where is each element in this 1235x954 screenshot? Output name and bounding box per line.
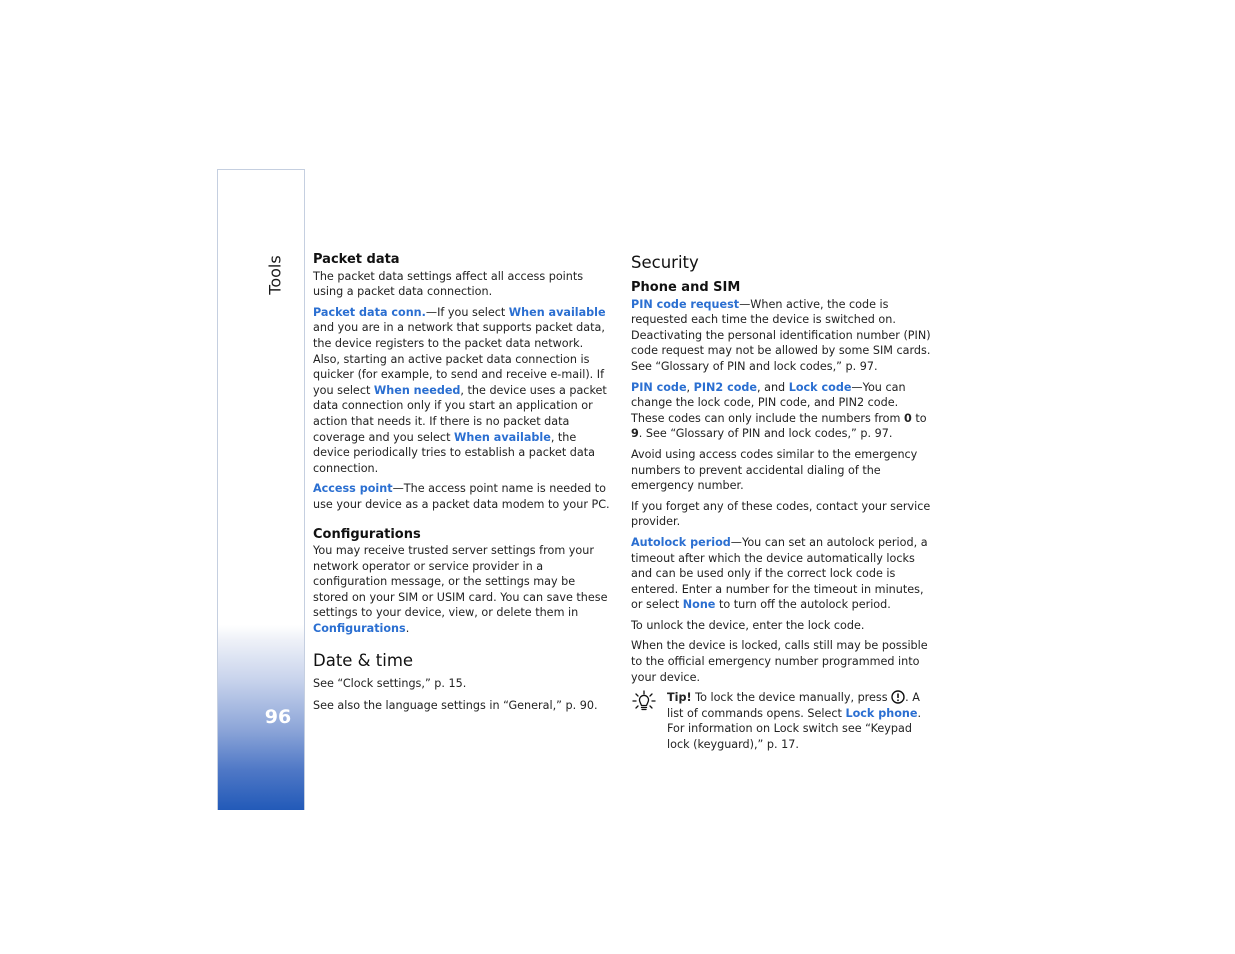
none-option: None	[682, 598, 716, 612]
tip-text: Tip! To lock the device manually, press . A list of commands opens. Select Lock phone. For information on Lock switch see “Keypad lock (keyguard),” p. 17.	[667, 691, 922, 752]
forget-codes-paragraph: If you forget any of these codes, contact your service provider.	[631, 499, 931, 529]
lock-code-term: Lock code	[788, 380, 852, 394]
unlock-paragraph: To unlock the device, enter the lock code.	[631, 618, 865, 632]
when-available-option: When available	[454, 430, 551, 444]
pin-request-paragraph: PIN code request—When active, the code is requested each time the device is switched on. Deactivating the personal identification number (PIN) code request may not be allowed by some SIM cards. See “Glossary of PIN and lock codes,” p. 97.	[631, 297, 931, 373]
left-column	[313, 252, 613, 719]
packet-data-intro: The packet data settings affect all access points using a packet data connection.	[313, 269, 584, 299]
packet-data-heading: Packet data	[313, 252, 400, 267]
phone-sim-heading: Phone and SIM	[631, 280, 741, 295]
packet-data-conn-paragraph: Packet data conn.—If you select When available and you are in a network that supports packet data, the device registers to the packet data network. Also, starting an active packet data connection is quicker (for example, to send and receive e-mail). If you select When needed, the device uses a packet data connection only if you start an application or action that needs it. If there is no packet data coverage and you select When available, the device periodically tries to establish a packet data connection.	[313, 305, 607, 475]
access-point-term: Access point	[313, 482, 393, 496]
configurations-heading: Configurations	[313, 526, 421, 542]
pin-code-request-term: PIN code request	[631, 297, 740, 311]
page-number: 96	[264, 706, 292, 728]
date-time-heading: Date & time	[313, 650, 414, 670]
when-available-option: When available	[508, 305, 606, 319]
packet-data-conn-term: Packet data conn.	[313, 305, 426, 319]
configurations-paragraph: You may receive trusted server settings from your network operator or service provider in a configuration message, or the settings may be stored on your SIM or USIM card. You can save these settings to your device, view, or delete them in Configurations.	[313, 544, 608, 636]
right-column	[631, 252, 935, 753]
configurations-option: Configurations	[313, 622, 406, 636]
codes-paragraph: PIN code, PIN2 code, and Lock code—You can change the lock code, PIN code, and PIN2 code. These codes can only include the numbers from 0 to 9. See “Glossary of PIN and lock codes,” p. 97.	[631, 380, 927, 441]
access-point-paragraph: Access point—The access point name is needed to use your device as a packet data modem to your PC.	[313, 482, 610, 511]
tip-label: Tip!	[667, 691, 692, 705]
lock-phone-option: Lock phone	[845, 706, 918, 720]
when-needed-option: When needed	[373, 383, 461, 397]
security-heading: Security	[631, 253, 699, 272]
section-label: Tools	[265, 255, 285, 295]
tip-box	[631, 690, 935, 752]
pin2-code-term: PIN2 code	[693, 380, 757, 394]
avoid-codes-paragraph: Avoid using access codes similar to the emergency numbers to prevent accidental dialing of the emergency number.	[631, 447, 918, 493]
power-key-icon	[891, 690, 905, 704]
date-time-clock-ref: See “Clock settings,” p. 15.	[313, 676, 467, 690]
date-time-language-ref: See also the language settings in “General,” p. 90.	[313, 699, 598, 713]
pin-code-term: PIN code	[631, 380, 687, 394]
lightbulb-icon	[631, 690, 657, 712]
autolock-paragraph: Autolock period—You can set an autolock period, a timeout after which the device automatically locks and can be used only if the correct lock code is entered. Enter a number for the timeout in minutes, or select None to turn off the autolock period.	[631, 535, 928, 612]
locked-calls-paragraph: When the device is locked, calls still may be possible to the official emergency number programmed into your device.	[631, 639, 928, 684]
autolock-period-term: Autolock period	[631, 535, 731, 549]
